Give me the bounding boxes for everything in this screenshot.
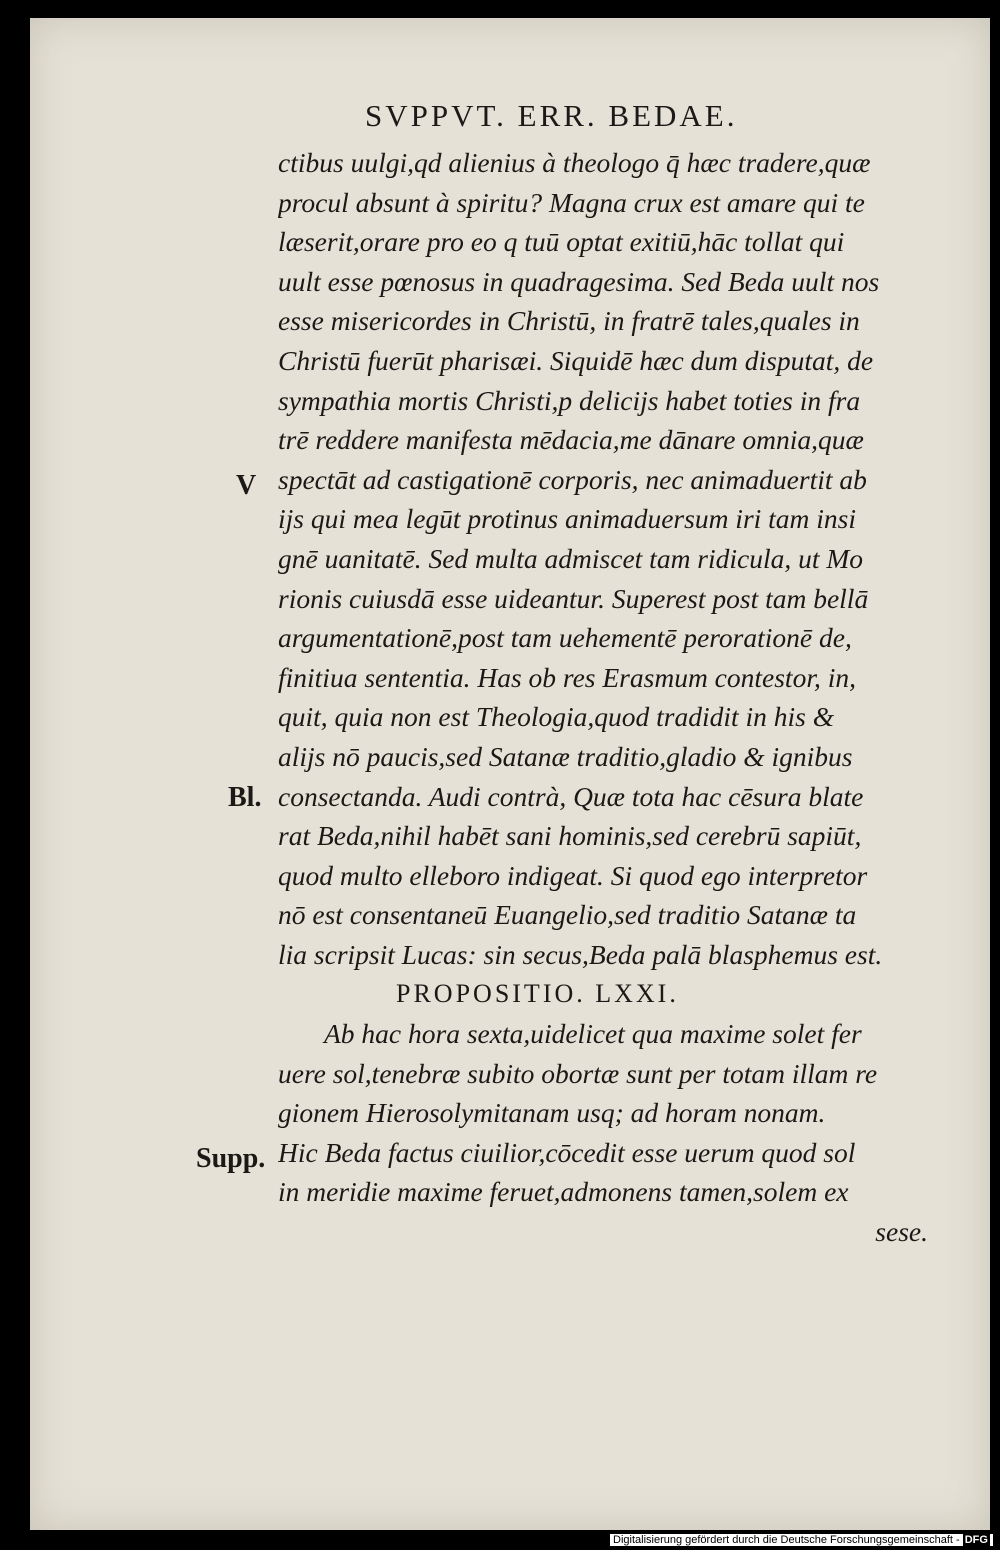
text-line: consectanda. Audi contrà, Quæ tota hac cēsura blate [278,780,864,812]
text-line: uult esse pœnosus in quadragesima. Sed Beda uult nos [278,265,880,297]
text-line: nō est consentaneū Euangelio,sed traditio Satanæ ta [278,899,857,931]
text-line: lia scripsit Lucas: sin secus,Beda palā blasphemus est. [278,938,883,970]
text-line: procul absunt à spiritu? Magna crux est amare qui te [278,186,865,218]
text-line: læserit,orare pro eo q tuū optat exitiū,hāc tollat qui [278,226,845,258]
text-line: Ab hac hora sexta,uidelicet qua maxime solet fer [324,1018,862,1050]
text-line: ijs qui mea legūt protinus animaduersum iri tam insi [278,503,857,535]
text-line: Christū fuerūt pharisæi. Siquidē hæc dum disputat, de [278,344,874,376]
text-line: uere sol,tenebræ subito obortæ sunt per totam illam re [278,1057,878,1089]
text-line: ctibus uulgi,qd alienius à theologo q̄ hæc tradere,quæ [278,147,871,178]
footer-text: Digitalisierung gefördert durch die Deutsche Forschungsgemeinschaft - [613,1534,960,1546]
dfg-logo: DFG [964,1534,988,1546]
text-line: spectāt ad castigationē corporis, nec animaduertit ab [278,463,867,495]
running-head: SVPPVT. ERR. BEDAE. [365,98,738,133]
text-line: trē reddere manifesta mēdacia,me dānare omnia,quæ [278,424,864,456]
text-line: Hic Beda factus ciuilior,cōcedit esse uerum quod sol [278,1136,856,1168]
marginal-note: Bl. [228,782,262,813]
digitization-footer [610,1534,993,1546]
text-line: quit, quia non est Theologia,quod tradidit in his & [278,701,835,733]
marginal-note: V [236,470,257,501]
body-text [278,143,938,1252]
text-line: rat Beda,nihil habēt sani hominis,sed cerebrū sapiūt, [278,820,862,852]
text-line: gionem Hierosolymitanam usq; ad horam nonam. [278,1097,826,1129]
text-line: rionis cuiusdā esse uideantur. Superest post tam bellā [278,582,869,614]
text-line: esse misericordes in Christū, in fratrē tales,quales in [278,305,860,337]
text-line: sympathia mortis Christi,p delicijs habet toties in fra [278,384,861,416]
catchword: sese. [875,1216,928,1248]
marginal-note: Supp. [196,1143,266,1174]
text-line: finitiua sententia. Has ob res Erasmum contestor, in, [278,661,856,693]
text-line: in meridie maxime feruet,admonens tamen,solem ex [278,1176,849,1208]
text-line: alijs nō paucis,sed Satanæ traditio,gladio & ignibus [278,740,853,772]
text-line: quod multo elleboro indigeat. Si quod ego interpretor [278,859,868,891]
text-line: argumentationē,post tam uehementē perorationē de, [278,622,852,654]
text-line: gnē uanitatē. Sed multa admiscet tam ridicula, ut Mo [278,542,864,574]
section-heading: PROPOSITIO. LXXI. [396,979,679,1009]
